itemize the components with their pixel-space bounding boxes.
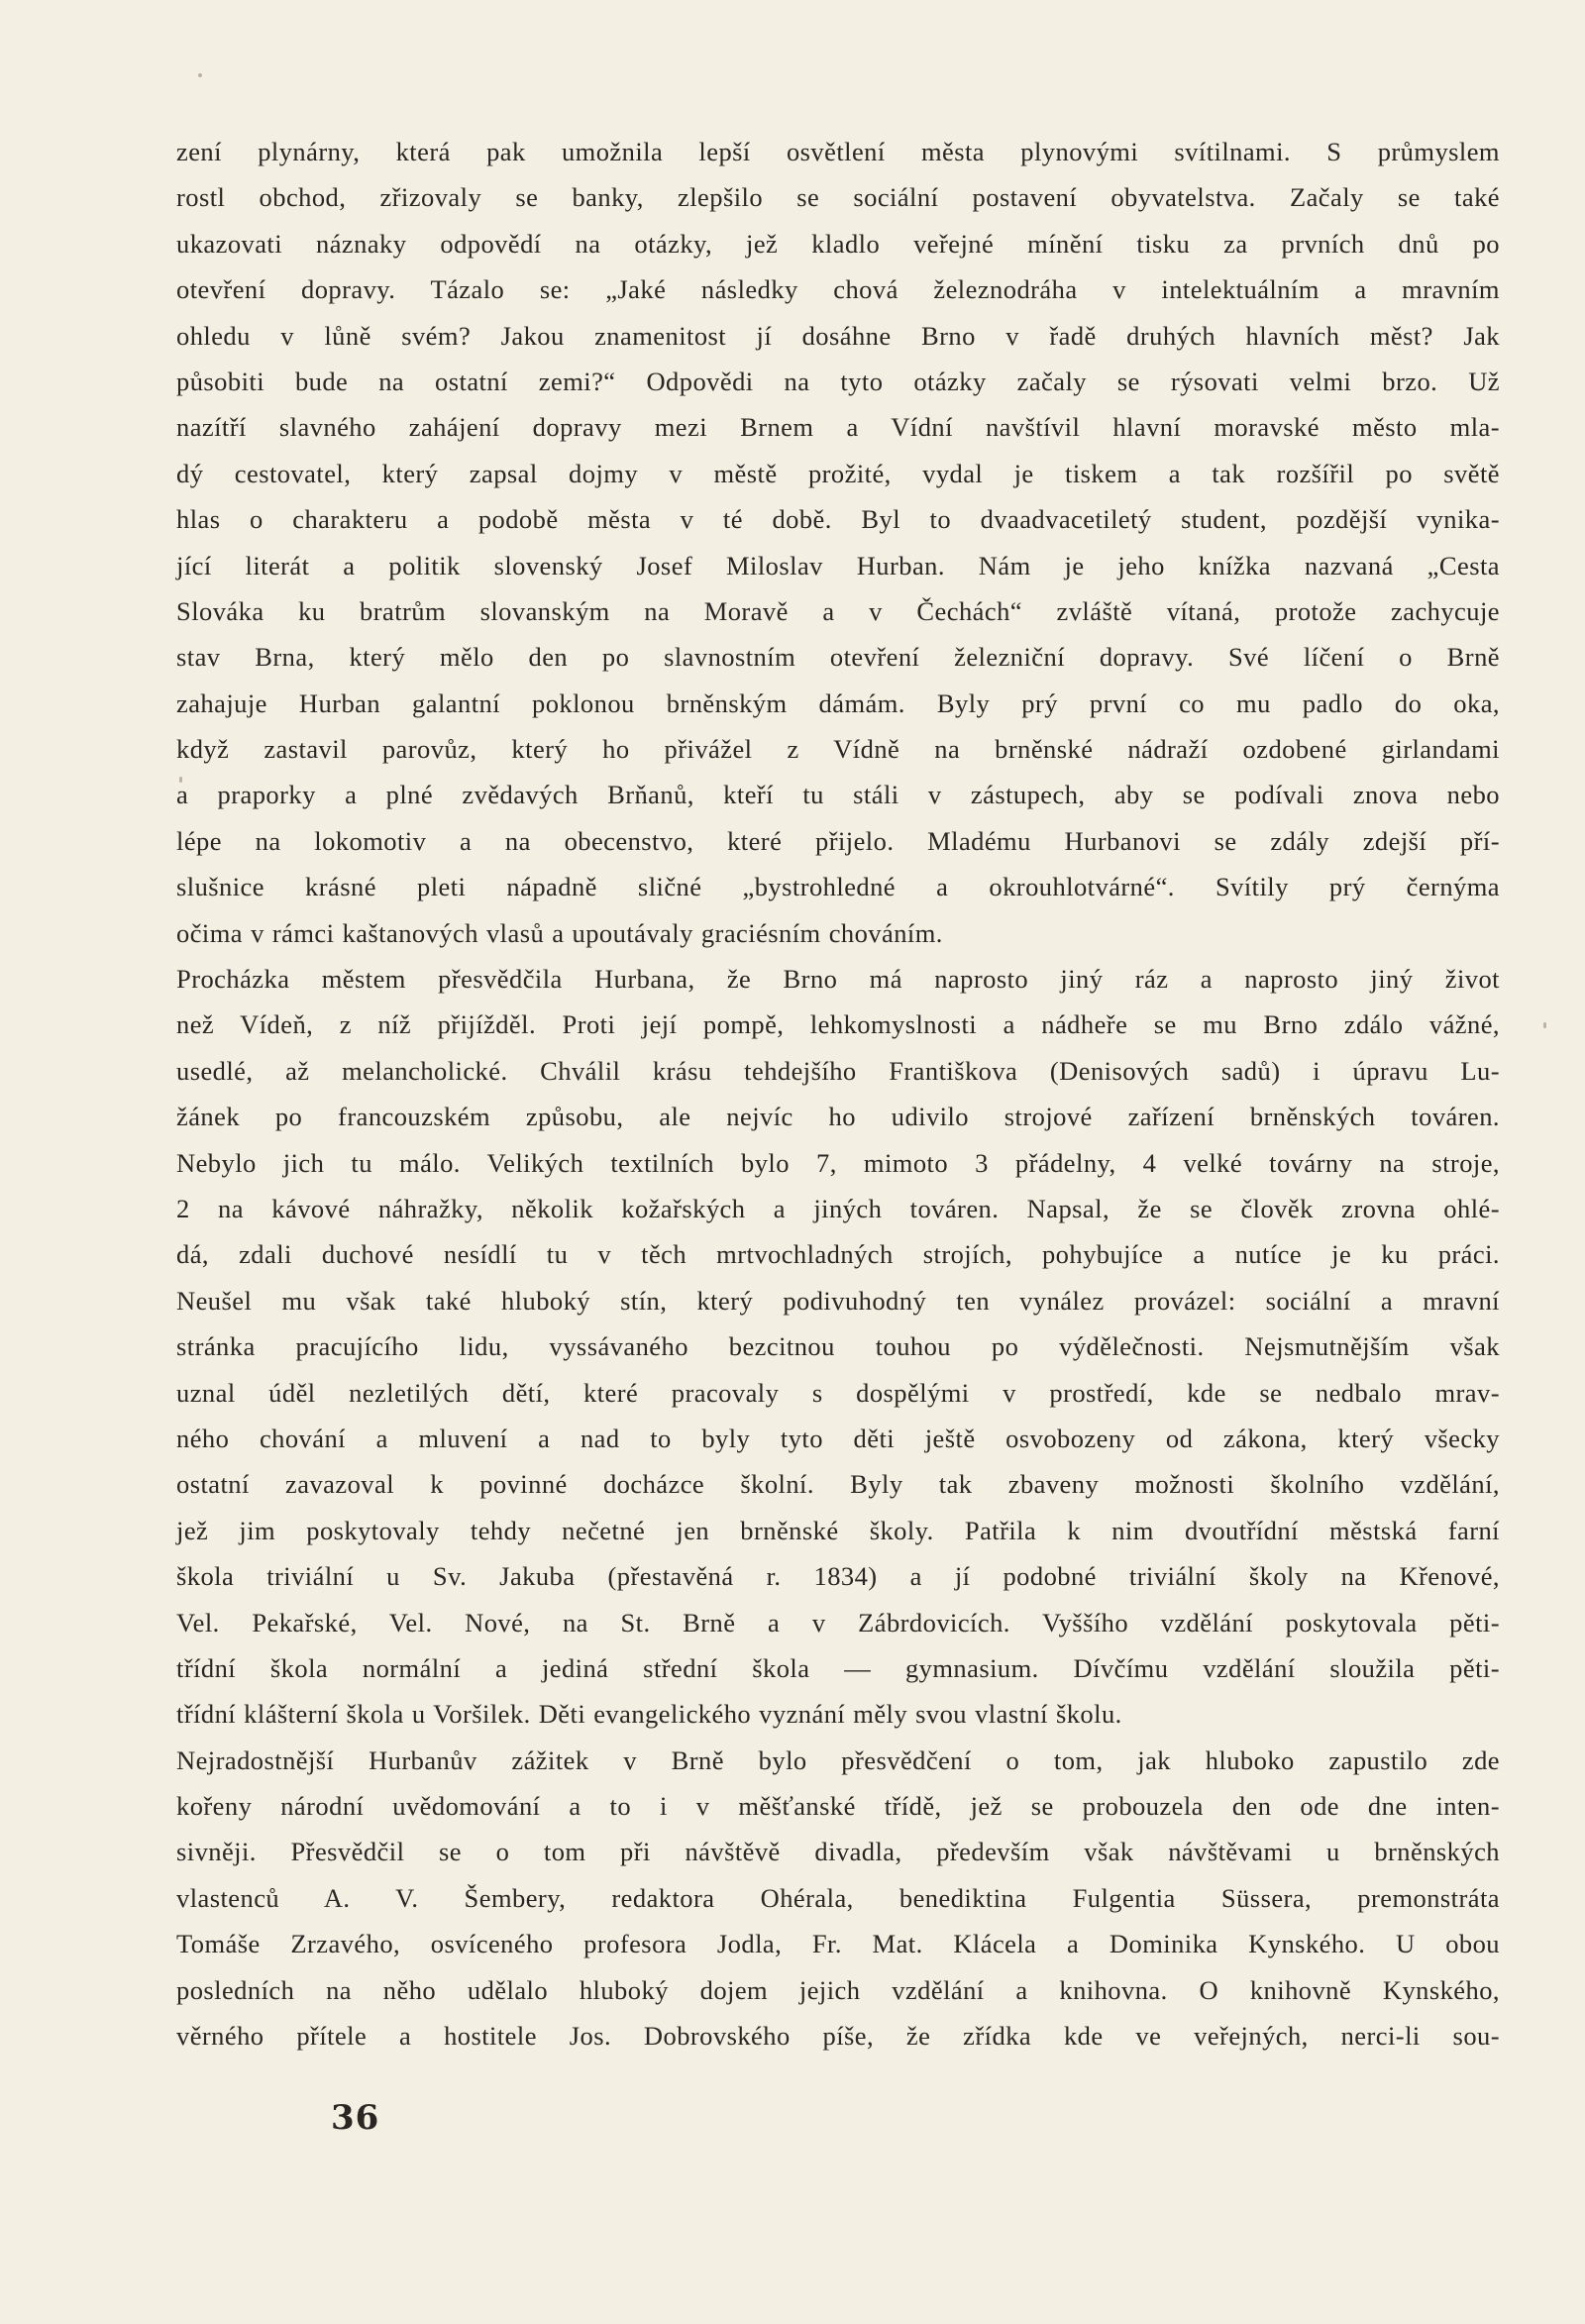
text-line: třídní škola normální a jediná střední škola — gymnasium. Dívčímu vzdělání sloužila pěti- — [176, 1652, 1500, 1683]
text-line: působiti bude na ostatní zemi?“ Odpovědi na tyto otázky začaly se rýsovati velmi brzo. Už — [176, 366, 1500, 396]
text-line: rostl obchod, zřizovaly se banky, zlepšilo se sociální postavení obyvatelstva. Začaly se také — [176, 182, 1500, 213]
text-line: zahajuje Hurban galantní poklonou brněnským dámám. Byly prý první co mu padlo do oka, — [176, 687, 1500, 718]
body-text — [176, 129, 1500, 2059]
text-line: usedlé, až melancholické. Chválil krásu tehdejšího Františkova (Denisových sadů) i úpravu Lu- — [176, 1055, 1500, 1086]
paper-speck — [1543, 1022, 1546, 1028]
text-line: ostatní zavazoval k povinné docházce školní. Byly tak zbaveny možnosti školního vzdělání, — [176, 1469, 1500, 1500]
text-line: slušnice krásné pleti nápadně sličné „bystrohledné a okrouhlotvárné“. Svítily prý černýma — [176, 872, 1500, 902]
text-line: když zastavil parovůz, který ho přivážel z Vídně na brněnské nádraží ozdobené girlandami — [176, 734, 1500, 765]
text-line: Tomáše Zrzavého, osvíceného profesora Jodla, Fr. Mat. Klácela a Dominika Kynského. U obou — [176, 1929, 1500, 1959]
text-line: Nejradostnější Hurbanův zážitek v Brně bylo přesvědčení o tom, jak hluboko zapustilo zde — [176, 1744, 1500, 1775]
paper-speck — [198, 73, 202, 77]
paragraph-end-line: třídní klášterní škola u Voršilek. Děti evangelického vyznání měly svou vlastní školu. — [176, 1699, 1122, 1730]
text-line: Neušel mu však také hluboký stín, který podivuhodný ten vynález provázel: sociální a mravní — [176, 1285, 1500, 1316]
text-line: ukazovati náznaky odpovědí na otázky, jež kladlo veřejné mínění tisku za prvních dnů po — [176, 228, 1500, 259]
text-line: Vel. Pekařské, Vel. Nové, na St. Brně a v Zábrdovicích. Vyššího vzdělání poskytovala pěti- — [176, 1607, 1500, 1637]
text-line: 2 na kávové náhražky, několik kožařských a jiných továren. Napsal, že se člověk zrovna ohlé- — [176, 1193, 1500, 1223]
text-line: nazítří slavného zahájení dopravy mezi Brnem a Vídní navštívil hlavní moravské město mla- — [176, 412, 1500, 443]
text-line: ohledu v lůně svém? Jakou znamenitost jí dosáhne Brno v řadě druhých hlavních měst? Jak — [176, 320, 1500, 351]
text-line: než Vídeň, z níž přijížděl. Proti její pompě, lehkomyslnosti a nádheře se mu Brno zdálo vážné, — [176, 1009, 1500, 1040]
text-line: lépe na lokomotiv a na obecenstvo, které přijelo. Mladému Hurbanovi se zdály zdejší pří- — [176, 825, 1500, 856]
text-line: posledních na něho udělalo hluboký dojem jejich vzdělání a knihovna. O knihovně Kynského, — [176, 1974, 1500, 2005]
text-line: žánek po francouzském způsobu, ale nejvíc ho udivilo strojové zařízení brněnských továren. — [176, 1102, 1500, 1132]
text-line: zení plynárny, která pak umožnila lepší osvětlení města plynovými svítilnami. S průmyslem — [176, 137, 1500, 166]
text-line: uznal úděl nezletilých dětí, které pracovaly s dospělými v prostředí, kde se nedbalo mrav- — [176, 1377, 1500, 1408]
text-line: jež jim poskytovaly tehdy nečetné jen brněnské školy. Patřila k nim dvoutřídní městská farní — [176, 1515, 1500, 1545]
page-number: 36 — [331, 2098, 380, 2138]
text-line: kořeny národní uvědomování a to i v měšťanské třídě, jež se probouzela den ode dne inten- — [176, 1791, 1500, 1822]
text-line: škola triviální u Sv. Jakuba (přestavěná r. 1834) a jí podobné triviální školy na Křenové, — [176, 1561, 1500, 1592]
text-line: sivněji. Přesvědčil se o tom při návštěvě divadla, především však návštěvami u brněnských — [176, 1837, 1500, 1867]
text-line: Procházka městem přesvědčila Hurbana, že Brno má naprosto jiný ráz a naprosto jiný život — [176, 964, 1500, 995]
text-line: ného chování a mluvení a nad to byly tyto děti ještě osvobozeny od zákona, který všecky — [176, 1423, 1500, 1453]
text-line: stránka pracujícího lidu, vyssávaného bezcitnou touhou po výdělečnosti. Nejsmutnějším však — [176, 1331, 1500, 1362]
text-line: dá, zdali duchové nesídlí tu v těch mrtvochladných strojích, pohybujíce a nutíce je ku práci. — [176, 1239, 1500, 1270]
text-line: jící literát a politik slovenský Josef Miloslav Hurban. Nám je jeho knížka nazvaná „Cesta — [176, 550, 1500, 581]
text-line: otevření dopravy. Tázalo se: „Jaké následky chová železnodráha v intelektuálním a mravním — [176, 274, 1500, 305]
text-line: vlastenců A. V. Šembery, redaktora Ohérala, benediktina Fulgentia Süssera, premonstráta — [176, 1882, 1500, 1913]
text-line: hlas o charakteru a podobě města v té době. Byl to dvaadvacetiletý student, pozdější vynika- — [176, 504, 1500, 535]
text-line: Slováka ku bratrům slovanským na Moravě a v Čechách“ zvláště vítaná, protože zachycuje — [176, 595, 1500, 626]
text-line: dý cestovatel, který zapsal dojmy v městě prožité, vydal je tiskem a tak rozšířil po světě — [176, 458, 1500, 488]
text-line: věrného přítele a hostitele Jos. Dobrovského píše, že zřídka kde ve veřejných, nerci-li sou- — [176, 2021, 1500, 2052]
text-line: a praporky a plné zvědavých Brňanů, kteří tu stáli v zástupech, aby se podívali znova nebo — [176, 780, 1500, 810]
text-line: Nebylo jich tu málo. Velikých textilních bylo 7, mimoto 3 přádelny, 4 velké továrny na stroje, — [176, 1147, 1500, 1178]
text-line: stav Brna, který mělo den po slavnostním otevření železniční dopravy. Své líčení o Brně — [176, 642, 1500, 673]
paragraph-end-line: očima v rámci kaštanových vlasů a upoutávaly graciésním chováním. — [176, 917, 943, 948]
